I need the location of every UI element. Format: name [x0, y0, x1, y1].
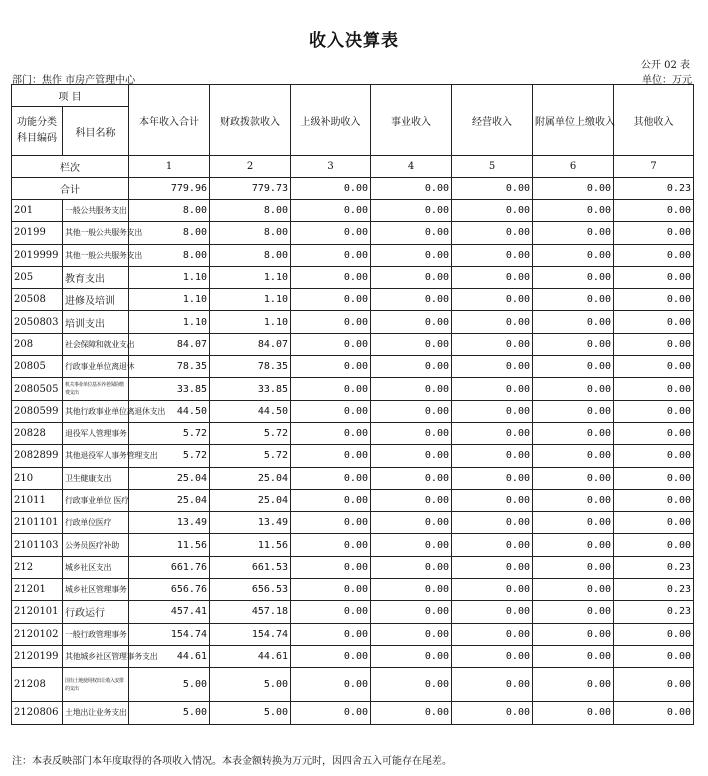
col-label: 栏次 — [12, 156, 129, 178]
row-subject-name: 进修及培训 — [63, 289, 129, 311]
row-value: 13.49 — [210, 512, 291, 534]
row-value: 0.00 — [291, 289, 371, 311]
row-code: 21201 — [12, 579, 63, 601]
total-value: 0.00 — [533, 178, 614, 200]
row-value: 0.00 — [452, 489, 533, 511]
row-value: 457.18 — [210, 601, 291, 623]
table-row — [12, 356, 694, 378]
row-subject-name: 土地出让业务支出 — [63, 702, 129, 724]
row-value: 0.00 — [291, 489, 371, 511]
row-value: 0.00 — [614, 200, 694, 222]
table-row — [12, 534, 694, 556]
row-value: 8.00 — [129, 200, 210, 222]
row-value: 0.00 — [371, 668, 452, 702]
row-value: 0.00 — [533, 378, 614, 400]
row-value: 25.04 — [129, 467, 210, 489]
col-number-7: 7 — [614, 156, 694, 178]
row-subject-name: 社会保障和就业支出 — [63, 333, 129, 355]
row-value: 0.00 — [533, 422, 614, 444]
row-subject-name: 公务员医疗补助 — [63, 534, 129, 556]
row-code: 210 — [12, 467, 63, 489]
row-value: 5.72 — [129, 422, 210, 444]
row-code: 20508 — [12, 289, 63, 311]
row-value: 0.00 — [291, 400, 371, 422]
row-value: 25.04 — [210, 489, 291, 511]
row-value: 0.00 — [614, 445, 694, 467]
row-value: 0.00 — [371, 378, 452, 400]
table-row — [12, 489, 694, 511]
row-code: 20199 — [12, 222, 63, 244]
table-row — [12, 445, 694, 467]
row-value: 84.07 — [129, 333, 210, 355]
total-value: 0.00 — [371, 178, 452, 200]
row-value: 0.00 — [533, 356, 614, 378]
row-value: 0.00 — [371, 601, 452, 623]
row-subject-name: 行政运行 — [63, 601, 129, 623]
row-value: 0.00 — [533, 266, 614, 288]
table-row — [12, 668, 694, 702]
row-value: 1.10 — [129, 289, 210, 311]
table-row — [12, 645, 694, 667]
row-value: 0.00 — [452, 467, 533, 489]
row-value: 78.35 — [210, 356, 291, 378]
table-row — [12, 422, 694, 444]
table-row — [12, 512, 694, 534]
row-value: 0.00 — [452, 333, 533, 355]
col-header-1: 本年收入合计 — [129, 85, 210, 156]
row-value: 656.76 — [129, 579, 210, 601]
row-code: 2050803 — [12, 311, 63, 333]
col-number-3: 3 — [291, 156, 371, 178]
row-value: 0.00 — [452, 266, 533, 288]
row-code: 201 — [12, 200, 63, 222]
row-value: 0.00 — [371, 400, 452, 422]
row-value: 0.00 — [614, 467, 694, 489]
row-value: 0.00 — [452, 400, 533, 422]
row-code: 21208 — [12, 668, 63, 702]
row-value: 8.00 — [210, 222, 291, 244]
row-code: 20828 — [12, 422, 63, 444]
row-subject-name: 城乡社区支出 — [63, 556, 129, 578]
page-title: 收入决算表 — [309, 31, 399, 51]
row-value: 0.00 — [371, 200, 452, 222]
row-value: 0.00 — [533, 289, 614, 311]
row-value: 0.00 — [452, 422, 533, 444]
row-value: 0.00 — [614, 222, 694, 244]
table-row — [12, 222, 694, 244]
row-value: 11.56 — [129, 534, 210, 556]
row-value: 0.00 — [371, 623, 452, 645]
row-value: 0.00 — [533, 512, 614, 534]
row-value: 0.00 — [371, 244, 452, 266]
row-value: 0.00 — [452, 702, 533, 724]
row-value: 0.00 — [371, 289, 452, 311]
row-value: 0.00 — [291, 645, 371, 667]
row-value: 0.00 — [452, 222, 533, 244]
row-value: 0.00 — [533, 311, 614, 333]
row-value: 84.07 — [210, 333, 291, 355]
col-number-2: 2 — [210, 156, 291, 178]
row-subject-name: 机关事业单位基本养老保险缴费支出 — [63, 378, 129, 400]
row-value: 0.00 — [452, 512, 533, 534]
table-row — [12, 702, 694, 724]
row-value: 154.74 — [129, 623, 210, 645]
row-code: 212 — [12, 556, 63, 578]
row-subject-name: 行政事业单位 医疗 — [63, 489, 129, 511]
row-value: 0.00 — [533, 601, 614, 623]
row-value: 5.00 — [210, 668, 291, 702]
row-value: 0.00 — [371, 266, 452, 288]
row-code: 2120199 — [12, 645, 63, 667]
row-value: 0.00 — [452, 378, 533, 400]
table-row — [12, 579, 694, 601]
department-label: 部门：焦作 市房产管理中心 — [12, 75, 136, 86]
row-value: 0.00 — [533, 534, 614, 556]
row-value: 0.00 — [371, 579, 452, 601]
row-code: 20805 — [12, 356, 63, 378]
row-value: 8.00 — [210, 200, 291, 222]
row-value: 13.49 — [129, 512, 210, 534]
row-value: 8.00 — [210, 244, 291, 266]
row-value: 0.23 — [614, 579, 694, 601]
row-value: 0.00 — [291, 623, 371, 645]
table-row — [12, 556, 694, 578]
row-value: 5.00 — [129, 668, 210, 702]
row-value: 154.74 — [210, 623, 291, 645]
row-subject-name: 行政单位医疗 — [63, 512, 129, 534]
row-value: 0.00 — [533, 244, 614, 266]
row-value: 0.00 — [371, 489, 452, 511]
col-header-3: 上级补助收入 — [291, 85, 371, 156]
row-value: 1.10 — [210, 289, 291, 311]
row-value: 457.41 — [129, 601, 210, 623]
row-code: 205 — [12, 266, 63, 288]
row-value: 44.61 — [129, 645, 210, 667]
row-code: 2019999 — [12, 244, 63, 266]
row-value: 0.00 — [614, 534, 694, 556]
row-code: 2120806 — [12, 702, 63, 724]
unit-label: 单位：万元 — [642, 75, 692, 86]
row-subject-name: 其他一般公共服务支出 — [63, 244, 129, 266]
row-value: 0.00 — [291, 579, 371, 601]
row-value: 0.00 — [291, 445, 371, 467]
row-value: 656.53 — [210, 579, 291, 601]
row-value: 0.00 — [371, 467, 452, 489]
row-value: 0.00 — [291, 200, 371, 222]
row-value: 0.00 — [533, 200, 614, 222]
row-value: 0.00 — [371, 556, 452, 578]
row-code: 21011 — [12, 489, 63, 511]
footnote: 注：本表反映部门本年度取得的各项收入情况。本表金额转换为万元时，因四舍五入可能存在尾差。 — [12, 756, 452, 767]
row-value: 0.00 — [291, 244, 371, 266]
row-subject-name: 城乡社区管理事务 — [63, 579, 129, 601]
row-value: 0.00 — [614, 668, 694, 702]
table-row — [12, 244, 694, 266]
row-subject-name: 行政事业单位离退休 — [63, 356, 129, 378]
row-value: 0.00 — [452, 668, 533, 702]
row-code: 2082899 — [12, 445, 63, 467]
row-value: 0.00 — [291, 668, 371, 702]
row-value: 5.72 — [129, 445, 210, 467]
total-value: 0.00 — [291, 178, 371, 200]
row-value: 0.00 — [614, 244, 694, 266]
row-value: 661.53 — [210, 556, 291, 578]
col-header-5: 经营收入 — [452, 85, 533, 156]
total-value: 0.23 — [614, 178, 694, 200]
row-value: 0.00 — [452, 445, 533, 467]
row-value: 0.00 — [614, 266, 694, 288]
row-subject-name: 一般行政管理事务 — [63, 623, 129, 645]
row-value: 0.00 — [371, 534, 452, 556]
row-value: 0.00 — [371, 333, 452, 355]
row-value: 11.56 — [210, 534, 291, 556]
row-subject-name: 一般公共服务支出 — [63, 200, 129, 222]
row-value: 0.00 — [371, 422, 452, 444]
row-value: 0.00 — [452, 556, 533, 578]
table-row — [12, 289, 694, 311]
row-subject-name: 培训支出 — [63, 311, 129, 333]
func-code-header: 功能分类科目编码 — [12, 107, 63, 156]
row-value: 1.10 — [129, 266, 210, 288]
row-value: 5.72 — [210, 445, 291, 467]
row-subject-name: 其他行政事业单位离退休支出 — [63, 400, 129, 422]
total-label: 合计 — [12, 178, 129, 200]
col-header-7: 其他收入 — [614, 85, 694, 156]
row-value: 0.00 — [371, 702, 452, 724]
col-header-4: 事业收入 — [371, 85, 452, 156]
table-row — [12, 623, 694, 645]
row-subject-name: 卫生健康支出 — [63, 467, 129, 489]
row-code: 208 — [12, 333, 63, 355]
row-value: 0.00 — [291, 534, 371, 556]
row-value: 0.00 — [452, 579, 533, 601]
row-value: 0.00 — [452, 289, 533, 311]
row-value: 0.00 — [533, 556, 614, 578]
row-value: 44.50 — [129, 400, 210, 422]
row-value: 0.00 — [614, 356, 694, 378]
row-code: 2120102 — [12, 623, 63, 645]
row-subject-name: 国有土地使用权出让收入安排的支出 — [63, 668, 129, 702]
row-subject-name: 退役军人管理事务 — [63, 422, 129, 444]
row-value: 0.23 — [614, 601, 694, 623]
row-code: 2120101 — [12, 601, 63, 623]
row-value: 0.00 — [371, 311, 452, 333]
row-code: 2101101 — [12, 512, 63, 534]
row-value: 661.76 — [129, 556, 210, 578]
table-row — [12, 311, 694, 333]
total-value: 0.00 — [452, 178, 533, 200]
table-row — [12, 200, 694, 222]
row-value: 0.00 — [452, 356, 533, 378]
row-value: 78.35 — [129, 356, 210, 378]
row-value: 33.85 — [210, 378, 291, 400]
row-value: 33.85 — [129, 378, 210, 400]
table-row — [12, 400, 694, 422]
row-value: 0.00 — [533, 222, 614, 244]
total-value: 779.96 — [129, 178, 210, 200]
row-value: 0.00 — [371, 356, 452, 378]
row-value: 0.00 — [533, 400, 614, 422]
row-value: 5.00 — [210, 702, 291, 724]
row-value: 0.00 — [533, 333, 614, 355]
row-value: 25.04 — [210, 467, 291, 489]
col-number-5: 5 — [452, 156, 533, 178]
row-value: 0.00 — [452, 601, 533, 623]
total-value: 779.73 — [210, 178, 291, 200]
row-value: 44.50 — [210, 400, 291, 422]
row-value: 0.00 — [533, 489, 614, 511]
row-value: 0.00 — [291, 467, 371, 489]
row-subject-name: 教育支出 — [63, 266, 129, 288]
row-value: 0.00 — [614, 289, 694, 311]
row-value: 0.00 — [371, 222, 452, 244]
row-value: 1.10 — [210, 266, 291, 288]
row-value: 1.10 — [129, 311, 210, 333]
form-number: 公开 02 表 — [640, 60, 690, 71]
row-value: 0.00 — [452, 645, 533, 667]
row-code: 2080599 — [12, 400, 63, 422]
row-value: 0.00 — [614, 378, 694, 400]
row-subject-name: 其他退役军人事务管理支出 — [63, 445, 129, 467]
row-value: 0.00 — [533, 445, 614, 467]
row-value: 0.00 — [291, 556, 371, 578]
row-code: 2080505 — [12, 378, 63, 400]
row-value: 0.00 — [291, 378, 371, 400]
row-value: 0.00 — [452, 200, 533, 222]
row-value: 0.00 — [452, 534, 533, 556]
item-header: 项 目 — [12, 85, 129, 107]
col-number-1: 1 — [129, 156, 210, 178]
col-number-4: 4 — [371, 156, 452, 178]
row-value: 0.00 — [291, 702, 371, 724]
row-value: 0.00 — [452, 623, 533, 645]
row-value: 0.00 — [452, 244, 533, 266]
table-row — [12, 467, 694, 489]
table-row — [12, 266, 694, 288]
row-value: 0.00 — [533, 467, 614, 489]
col-header-2: 财政拨款收入 — [210, 85, 291, 156]
row-value: 1.10 — [210, 311, 291, 333]
row-value: 8.00 — [129, 244, 210, 266]
row-value: 0.00 — [291, 512, 371, 534]
col-header-6: 附属单位上缴收入 — [533, 85, 614, 156]
row-value: 0.00 — [452, 311, 533, 333]
row-value: 0.00 — [614, 333, 694, 355]
row-subject-name: 其他城乡社区管理事务支出 — [63, 645, 129, 667]
subject-name-header: 科目名称 — [63, 107, 129, 156]
row-value: 0.00 — [371, 512, 452, 534]
row-subject-name: 其他一般公共服务支出 — [63, 222, 129, 244]
income-table — [11, 84, 694, 725]
row-value: 5.00 — [129, 702, 210, 724]
row-value: 0.00 — [533, 579, 614, 601]
row-value: 0.00 — [291, 601, 371, 623]
row-value: 0.00 — [533, 702, 614, 724]
col-number-6: 6 — [533, 156, 614, 178]
row-value: 0.00 — [291, 266, 371, 288]
row-value: 0.00 — [371, 445, 452, 467]
table-row — [12, 333, 694, 355]
row-value: 0.00 — [533, 623, 614, 645]
row-value: 0.00 — [533, 645, 614, 667]
row-value: 25.04 — [129, 489, 210, 511]
row-value: 0.00 — [291, 422, 371, 444]
total-row — [12, 178, 694, 200]
row-value: 0.00 — [614, 512, 694, 534]
row-value: 0.00 — [614, 623, 694, 645]
row-value: 0.00 — [371, 645, 452, 667]
row-code: 2101103 — [12, 534, 63, 556]
table-row — [12, 601, 694, 623]
row-value: 0.00 — [291, 222, 371, 244]
row-value: 8.00 — [129, 222, 210, 244]
row-value: 44.61 — [210, 645, 291, 667]
table-row — [12, 378, 694, 400]
row-value: 0.00 — [614, 489, 694, 511]
row-value: 0.00 — [614, 400, 694, 422]
row-value: 0.00 — [533, 668, 614, 702]
row-value: 0.00 — [291, 311, 371, 333]
row-value: 0.23 — [614, 556, 694, 578]
row-value: 0.00 — [614, 702, 694, 724]
row-value: 0.00 — [291, 333, 371, 355]
row-value: 0.00 — [614, 422, 694, 444]
row-value: 5.72 — [210, 422, 291, 444]
row-value: 0.00 — [614, 645, 694, 667]
row-value: 0.00 — [614, 311, 694, 333]
row-value: 0.00 — [291, 356, 371, 378]
